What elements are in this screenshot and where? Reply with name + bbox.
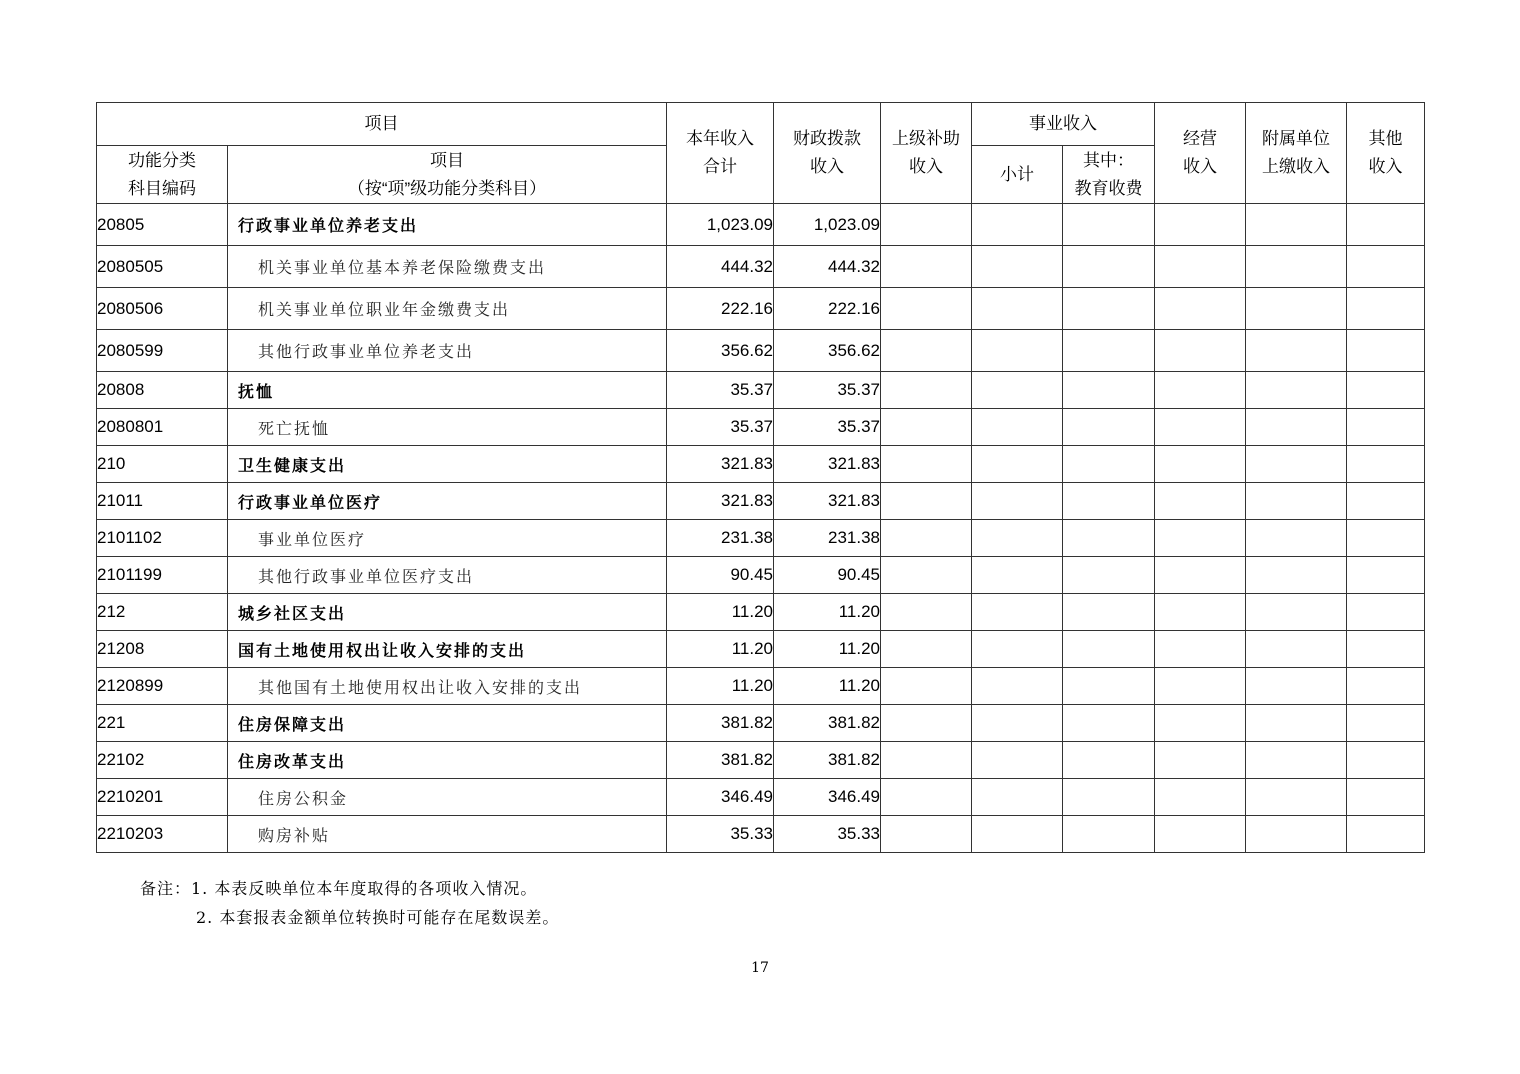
row-superior-subsidy <box>881 668 972 705</box>
row-other-income <box>1347 288 1425 330</box>
row-business-income <box>1155 631 1246 668</box>
row-business-income <box>1155 779 1246 816</box>
table-row <box>97 816 1425 853</box>
table-row <box>97 330 1425 372</box>
row-fiscal-income: 90.45 <box>774 557 881 594</box>
table-row <box>97 520 1425 557</box>
row-career-subtotal <box>972 779 1063 816</box>
row-education-fee <box>1063 330 1155 372</box>
career-income-header: 事业收入 <box>972 103 1155 146</box>
row-item-name: 死亡抚恤 <box>228 409 667 446</box>
row-fiscal-income: 346.49 <box>774 779 881 816</box>
row-business-income <box>1155 668 1246 705</box>
row-affiliate-income <box>1246 594 1347 631</box>
business-income-header: 经营 收入 <box>1155 103 1246 204</box>
row-total-income: 35.37 <box>667 372 774 409</box>
row-fiscal-income: 444.32 <box>774 246 881 288</box>
row-code: 2101199 <box>97 557 228 594</box>
row-code: 20805 <box>97 204 228 246</box>
table-body <box>97 204 1425 853</box>
row-affiliate-income <box>1246 330 1347 372</box>
row-affiliate-income <box>1246 742 1347 779</box>
row-career-subtotal <box>972 409 1063 446</box>
row-superior-subsidy <box>881 372 972 409</box>
row-other-income <box>1347 372 1425 409</box>
table-row <box>97 779 1425 816</box>
row-other-income <box>1347 409 1425 446</box>
row-business-income <box>1155 288 1246 330</box>
row-superior-subsidy <box>881 483 972 520</box>
row-total-income: 11.20 <box>667 594 774 631</box>
row-education-fee <box>1063 742 1155 779</box>
row-item-name: 其他国有土地使用权出让收入安排的支出 <box>228 668 667 705</box>
row-code: 2210201 <box>97 779 228 816</box>
row-total-income: 346.49 <box>667 779 774 816</box>
row-code: 20808 <box>97 372 228 409</box>
row-education-fee <box>1063 557 1155 594</box>
table-row <box>97 705 1425 742</box>
row-superior-subsidy <box>881 409 972 446</box>
row-education-fee <box>1063 204 1155 246</box>
row-item-name: 住房公积金 <box>228 779 667 816</box>
row-career-subtotal <box>972 705 1063 742</box>
row-affiliate-income <box>1246 557 1347 594</box>
row-other-income <box>1347 204 1425 246</box>
superior-subsidy-header: 上级补助 收入 <box>881 103 972 204</box>
row-fiscal-income: 35.37 <box>774 409 881 446</box>
row-affiliate-income <box>1246 409 1347 446</box>
education-fee-header: 其中： 教育收费 <box>1063 146 1155 204</box>
row-career-subtotal <box>972 742 1063 779</box>
row-business-income <box>1155 594 1246 631</box>
row-total-income: 11.20 <box>667 668 774 705</box>
row-other-income <box>1347 816 1425 853</box>
row-total-income: 321.83 <box>667 446 774 483</box>
note-line-2: 2. 本套报表金额单位转换时可能存在尾数误差。 <box>196 908 560 927</box>
row-affiliate-income <box>1246 446 1347 483</box>
row-item-name: 住房保障支出 <box>228 705 667 742</box>
row-fiscal-income: 11.20 <box>774 631 881 668</box>
row-business-income <box>1155 446 1246 483</box>
row-education-fee <box>1063 705 1155 742</box>
row-total-income: 35.37 <box>667 409 774 446</box>
row-fiscal-income: 356.62 <box>774 330 881 372</box>
row-total-income: 381.82 <box>667 705 774 742</box>
row-fiscal-income: 1,023.09 <box>774 204 881 246</box>
row-career-subtotal <box>972 483 1063 520</box>
row-career-subtotal <box>972 816 1063 853</box>
row-fiscal-income: 231.38 <box>774 520 881 557</box>
table-row <box>97 483 1425 520</box>
row-business-income <box>1155 204 1246 246</box>
table-row <box>97 631 1425 668</box>
row-affiliate-income <box>1246 631 1347 668</box>
total-income-header: 本年收入 合计 <box>667 103 774 204</box>
row-business-income <box>1155 705 1246 742</box>
row-other-income <box>1347 330 1425 372</box>
row-total-income: 356.62 <box>667 330 774 372</box>
row-fiscal-income: 35.33 <box>774 816 881 853</box>
row-code: 2080506 <box>97 288 228 330</box>
notes <box>140 874 559 932</box>
row-affiliate-income <box>1246 705 1347 742</box>
row-education-fee <box>1063 483 1155 520</box>
row-total-income: 90.45 <box>667 557 774 594</box>
row-career-subtotal <box>972 631 1063 668</box>
row-other-income <box>1347 668 1425 705</box>
row-education-fee <box>1063 446 1155 483</box>
row-item-name: 城乡社区支出 <box>228 594 667 631</box>
row-career-subtotal <box>972 288 1063 330</box>
row-superior-subsidy <box>881 204 972 246</box>
row-code: 210 <box>97 446 228 483</box>
table-row <box>97 742 1425 779</box>
row-career-subtotal <box>972 668 1063 705</box>
row-business-income <box>1155 409 1246 446</box>
row-code: 21208 <box>97 631 228 668</box>
row-total-income: 1,023.09 <box>667 204 774 246</box>
row-education-fee <box>1063 594 1155 631</box>
row-fiscal-income: 35.37 <box>774 372 881 409</box>
row-other-income <box>1347 483 1425 520</box>
row-item-name: 卫生健康支出 <box>228 446 667 483</box>
row-business-income <box>1155 483 1246 520</box>
row-item-name: 行政事业单位医疗 <box>228 483 667 520</box>
row-superior-subsidy <box>881 520 972 557</box>
table-row <box>97 288 1425 330</box>
row-affiliate-income <box>1246 288 1347 330</box>
row-fiscal-income: 321.83 <box>774 446 881 483</box>
row-other-income <box>1347 520 1425 557</box>
row-affiliate-income <box>1246 520 1347 557</box>
row-code: 2080801 <box>97 409 228 446</box>
row-code: 2080599 <box>97 330 228 372</box>
row-superior-subsidy <box>881 705 972 742</box>
table-row <box>97 668 1425 705</box>
row-code: 2080505 <box>97 246 228 288</box>
row-total-income: 231.38 <box>667 520 774 557</box>
row-fiscal-income: 381.82 <box>774 742 881 779</box>
row-superior-subsidy <box>881 557 972 594</box>
row-item-name: 购房补贴 <box>228 816 667 853</box>
row-business-income <box>1155 557 1246 594</box>
row-code: 2120899 <box>97 668 228 705</box>
row-superior-subsidy <box>881 742 972 779</box>
row-item-name: 其他行政事业单位养老支出 <box>228 330 667 372</box>
row-superior-subsidy <box>881 446 972 483</box>
row-item-name: 机关事业单位职业年金缴费支出 <box>228 288 667 330</box>
row-code: 21011 <box>97 483 228 520</box>
row-business-income <box>1155 742 1246 779</box>
row-fiscal-income: 381.82 <box>774 705 881 742</box>
row-business-income <box>1155 246 1246 288</box>
row-total-income: 35.33 <box>667 816 774 853</box>
row-item-name: 住房改革支出 <box>228 742 667 779</box>
table-row <box>97 557 1425 594</box>
affiliate-income-header: 附属单位 上缴收入 <box>1246 103 1347 204</box>
row-education-fee <box>1063 816 1155 853</box>
subtotal-header: 小计 <box>972 146 1063 204</box>
row-other-income <box>1347 742 1425 779</box>
row-fiscal-income: 222.16 <box>774 288 881 330</box>
row-superior-subsidy <box>881 816 972 853</box>
row-education-fee <box>1063 668 1155 705</box>
row-business-income <box>1155 816 1246 853</box>
row-career-subtotal <box>972 246 1063 288</box>
row-affiliate-income <box>1246 204 1347 246</box>
row-education-fee <box>1063 246 1155 288</box>
row-code: 2101102 <box>97 520 228 557</box>
table-row <box>97 409 1425 446</box>
code-header: 功能分类 科目编码 <box>97 146 228 204</box>
row-business-income <box>1155 520 1246 557</box>
row-code: 212 <box>97 594 228 631</box>
row-other-income <box>1347 705 1425 742</box>
page-number: 17 <box>751 960 769 976</box>
row-business-income <box>1155 330 1246 372</box>
other-income-header: 其他 收入 <box>1347 103 1425 204</box>
income-table <box>96 102 1425 853</box>
row-item-name: 国有土地使用权出让收入安排的支出 <box>228 631 667 668</box>
row-education-fee <box>1063 288 1155 330</box>
row-other-income <box>1347 446 1425 483</box>
row-other-income <box>1347 594 1425 631</box>
row-education-fee <box>1063 779 1155 816</box>
row-affiliate-income <box>1246 372 1347 409</box>
row-superior-subsidy <box>881 288 972 330</box>
row-item-name: 抚恤 <box>228 372 667 409</box>
table-row <box>97 446 1425 483</box>
row-superior-subsidy <box>881 779 972 816</box>
row-other-income <box>1347 246 1425 288</box>
table-row <box>97 246 1425 288</box>
row-affiliate-income <box>1246 246 1347 288</box>
row-superior-subsidy <box>881 594 972 631</box>
row-affiliate-income <box>1246 483 1347 520</box>
row-code: 2210203 <box>97 816 228 853</box>
row-item-name: 事业单位医疗 <box>228 520 667 557</box>
row-education-fee <box>1063 372 1155 409</box>
row-item-name: 其他行政事业单位医疗支出 <box>228 557 667 594</box>
note-line-1: 备注：1. 本表反映单位本年度取得的各项收入情况。 <box>140 879 538 898</box>
row-affiliate-income <box>1246 668 1347 705</box>
row-fiscal-income: 321.83 <box>774 483 881 520</box>
table-row <box>97 594 1425 631</box>
row-affiliate-income <box>1246 816 1347 853</box>
item-name-header: 项目 （按“项”级功能分类科目） <box>228 146 667 204</box>
row-career-subtotal <box>972 330 1063 372</box>
row-item-name: 行政事业单位养老支出 <box>228 204 667 246</box>
row-total-income: 444.32 <box>667 246 774 288</box>
table-row <box>97 372 1425 409</box>
row-fiscal-income: 11.20 <box>774 594 881 631</box>
row-other-income <box>1347 557 1425 594</box>
fiscal-allocation-header: 财政拨款 收入 <box>774 103 881 204</box>
row-superior-subsidy <box>881 330 972 372</box>
row-affiliate-income <box>1246 779 1347 816</box>
row-career-subtotal <box>972 204 1063 246</box>
row-business-income <box>1155 372 1246 409</box>
row-total-income: 11.20 <box>667 631 774 668</box>
header-row-1 <box>97 103 1425 146</box>
row-career-subtotal <box>972 372 1063 409</box>
row-career-subtotal <box>972 594 1063 631</box>
row-fiscal-income: 11.20 <box>774 668 881 705</box>
row-education-fee <box>1063 409 1155 446</box>
row-superior-subsidy <box>881 631 972 668</box>
item-group-header: 项目 <box>97 103 667 146</box>
table-row <box>97 204 1425 246</box>
row-education-fee <box>1063 631 1155 668</box>
row-item-name: 机关事业单位基本养老保险缴费支出 <box>228 246 667 288</box>
row-superior-subsidy <box>881 246 972 288</box>
row-other-income <box>1347 631 1425 668</box>
row-career-subtotal <box>972 520 1063 557</box>
row-total-income: 222.16 <box>667 288 774 330</box>
row-career-subtotal <box>972 557 1063 594</box>
row-code: 22102 <box>97 742 228 779</box>
row-total-income: 321.83 <box>667 483 774 520</box>
row-education-fee <box>1063 520 1155 557</box>
row-code: 221 <box>97 705 228 742</box>
row-other-income <box>1347 779 1425 816</box>
row-total-income: 381.82 <box>667 742 774 779</box>
row-career-subtotal <box>972 446 1063 483</box>
